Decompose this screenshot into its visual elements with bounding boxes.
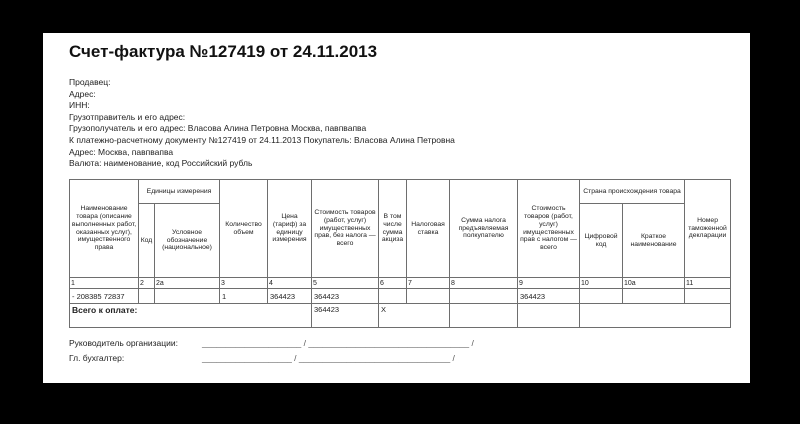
info-line-payment-doc: К платежно-расчетному документу №127419 от 24.11.2013 Покупатель: Власова Алина Петровна	[69, 134, 455, 145]
info-line-seller: Продавец:	[69, 77, 111, 87]
column-number: 8	[450, 278, 518, 289]
column-number: 6	[379, 278, 407, 289]
cell-country-name	[623, 289, 685, 304]
cell-units-symbol	[155, 289, 220, 304]
cell-tax-amount	[450, 289, 518, 304]
col-header-name: Наименование товара (описание выполненных работ, оказанных услуг), имущественного права	[70, 180, 139, 278]
column-number: 10а	[623, 278, 685, 289]
col-header-country: Страна происхождения товара	[580, 180, 685, 204]
column-number: 7	[407, 278, 450, 289]
col-header-units-code: Код	[139, 204, 155, 278]
column-number: 10	[580, 278, 623, 289]
column-number: 11	[685, 278, 731, 289]
total-row	[70, 304, 731, 328]
total-excise-mark: X	[379, 304, 450, 328]
column-number: 2а	[155, 278, 220, 289]
cell-excise	[379, 289, 407, 304]
column-number: 4	[268, 278, 312, 289]
invoice-header-info	[69, 77, 455, 170]
total-cost-with-tax	[518, 304, 580, 328]
col-header-country-name: Краткое наименование	[623, 204, 685, 278]
invoice-table	[69, 179, 731, 328]
col-header-cost-without-tax: Стоимость товаров (работ, услуг) имущественных прав, без налога — всего	[312, 180, 379, 278]
column-number-row	[70, 278, 731, 289]
invoice-title: Счет-фактура №127419 от 24.11.2013	[69, 42, 378, 61]
cell-cost-without-tax: 364423	[312, 289, 379, 304]
manager-signature-line: _____________________ / __________________________________ /	[202, 338, 474, 348]
column-number: 3	[220, 278, 268, 289]
manager-signature-row	[69, 336, 474, 351]
cell-quantity: 1	[220, 289, 268, 304]
col-header-units-symbol: Условное обозначение (национальное)	[155, 204, 220, 278]
invoice-page	[43, 33, 750, 383]
cell-name: - 208385 72837	[70, 289, 139, 304]
total-cost-without-tax: 364423	[312, 304, 379, 328]
col-header-tax-rate: Налоговая ставка	[407, 180, 450, 278]
total-label: Всего к оплате:	[70, 304, 312, 328]
info-line-currency: Валюта: наименование, код Российский рубль	[69, 158, 253, 169]
accountant-signature-line: ___________________ / ________________________________ /	[202, 352, 455, 363]
cell-tax-rate	[407, 289, 450, 304]
manager-label: Руководитель организации:	[69, 338, 179, 348]
info-line-buyer-address: Адрес: Москва, павпвапва	[69, 146, 174, 157]
col-header-customs-number: Номер таможенной декларации	[685, 180, 731, 278]
col-header-tax-amount: Сумма налога предъявляемая полкупателю	[450, 180, 518, 278]
accountant-label: Гл. бухгалтер:	[69, 352, 125, 363]
cell-units-code	[139, 289, 155, 304]
col-header-units: Единицы измерения	[139, 180, 220, 204]
col-header-cost-with-tax: Стоимость товаров (работ, услуг) имущественных прав с налогом — всего	[518, 180, 580, 278]
cell-country-code	[580, 289, 623, 304]
table-row	[70, 289, 731, 304]
col-header-price: Цена (тариф) за единицу измерения	[268, 180, 312, 278]
column-number: 2	[139, 278, 155, 289]
info-line-consignor: Грузотправитель и его адрес:	[69, 111, 186, 122]
info-line-inn: ИНН:	[69, 100, 90, 111]
signature-block	[69, 336, 474, 365]
total-country	[580, 304, 731, 328]
info-line-consignee: Грузополучатель и его адрес: Власова Алина Петровна Москва, павпвапва	[69, 123, 367, 134]
cell-price: 364423	[268, 289, 312, 304]
column-number: 1	[70, 278, 139, 289]
accountant-signature-row	[69, 351, 474, 366]
col-header-country-code: Цифровой код	[580, 204, 623, 278]
info-line-address: Адрес:	[69, 88, 96, 99]
col-header-quantity: Количество объем	[220, 180, 268, 278]
cell-customs-number	[685, 289, 731, 304]
col-header-excise: В том числе сумма акциза	[379, 180, 407, 278]
total-tax-amount	[450, 304, 518, 328]
cell-cost-with-tax: 364423	[518, 289, 580, 304]
column-number: 9	[518, 278, 580, 289]
column-number: 5	[312, 278, 379, 289]
